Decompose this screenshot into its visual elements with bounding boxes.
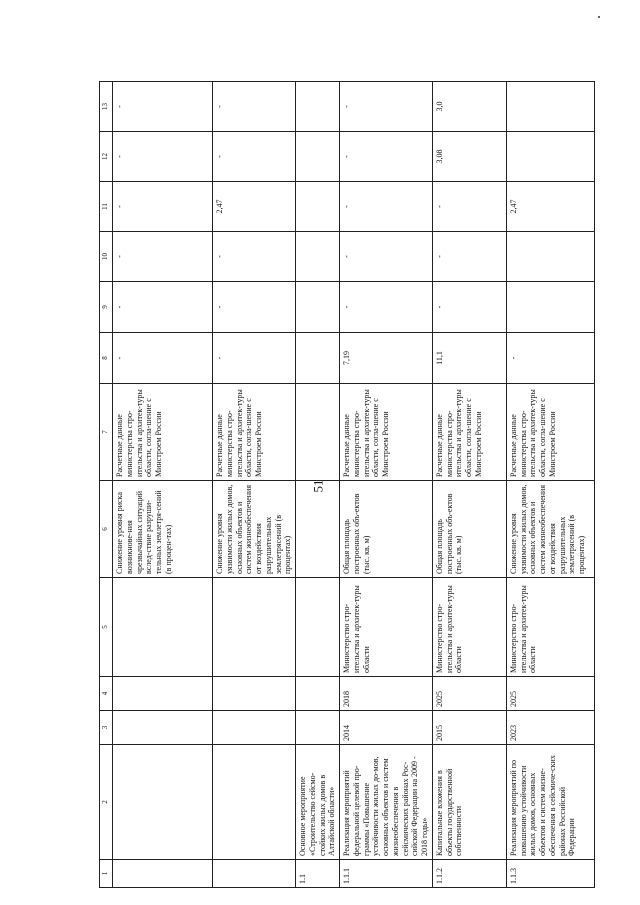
cell-indicator (296, 481, 340, 578)
cell-value (506, 232, 594, 282)
page-number: 51 (310, 479, 326, 493)
cell-value: - (432, 182, 506, 232)
column-number-row (100, 82, 113, 888)
col-header: 12 (100, 132, 113, 182)
cell-value: - (113, 132, 213, 182)
cell-source: Расчетные данные министерства стро-ительства и архитек-туры области, согла-шение с Минстроем России (340, 384, 433, 481)
cell-value: - (340, 282, 433, 333)
cell-indicator: Снижение уровня уязвимости жилых домов, основных объектов и систем жизнеобеспечения от воздействия разрушительных землетрясений (в процентах) (213, 481, 296, 578)
col-header: 7 (100, 384, 113, 481)
col-header: 11 (100, 182, 113, 232)
cell-indicator: Снижение уровня риска возникнове-ния чрезвычайных ситуаций вслед-ствие разруши-тельных землетря-сений (в процен-тах) (113, 481, 213, 578)
cell-responsible (113, 578, 213, 677)
cell-value: - (432, 282, 506, 333)
cell-value (296, 182, 340, 232)
cell-end-year (113, 677, 213, 711)
table-viewport (99, 82, 586, 888)
cell-responsible: Министерство стро-ительства и архитек-туры области (432, 578, 506, 677)
cell-value (506, 132, 594, 182)
cell-indicator: Общая площадь построенных объ-ектов (тыс. кв. м) (340, 481, 433, 578)
cell-value (296, 282, 340, 333)
cell-value: - (432, 232, 506, 282)
cell-value: - (340, 232, 433, 282)
col-header: 4 (100, 677, 113, 711)
cell-value: - (213, 82, 296, 132)
cell-start-year (113, 711, 213, 745)
col-header: 5 (100, 578, 113, 677)
cell-source (296, 384, 340, 481)
col-header: 10 (100, 232, 113, 282)
cell-value (296, 132, 340, 182)
cell-responsible: Министерство стро-ительства и архитек-туры области (506, 578, 594, 677)
table-row (432, 82, 506, 888)
cell-number (213, 860, 296, 888)
cell-value: - (340, 132, 433, 182)
cell-indicator: Общая площадь построенных объ-ектов (тыс. кв. м) (432, 481, 506, 578)
cell-value: 2,47 (213, 182, 296, 232)
program-measures-table (99, 81, 595, 888)
cell-responsible (296, 578, 340, 677)
cell-end-year: 2025 (432, 677, 506, 711)
col-header: 6 (100, 481, 113, 578)
cell-measure (113, 745, 213, 860)
table-row (506, 82, 594, 888)
scan-speck (598, 16, 600, 18)
cell-value: 11,1 (432, 333, 506, 384)
cell-value (296, 232, 340, 282)
cell-source: Расчетные данные министерства стро-ительства и архитек-туры области, согла-шение с Минстроем России (213, 384, 296, 481)
cell-number: 1.1 (296, 860, 340, 888)
cell-responsible (213, 578, 296, 677)
cell-value: 2,47 (506, 182, 594, 232)
cell-value: 3,0 (432, 82, 506, 132)
cell-value: - (213, 232, 296, 282)
cell-number: 1.1.2 (432, 860, 506, 888)
cell-start-year (213, 711, 296, 745)
cell-value (296, 333, 340, 384)
cell-source: Расчетные данные министерства стро-ительства и архитек-туры области, согла-шение с Минстроем России (113, 384, 213, 481)
cell-measure: Основное мероприятие «Строительство сейсмо-стойких жилых домов в Алтайской области» (296, 745, 340, 860)
cell-value: - (340, 182, 433, 232)
cell-value: - (340, 82, 433, 132)
cell-number: 1.1.1 (340, 860, 433, 888)
cell-responsible: Министерство стро-ительства и архитек-туры области (340, 578, 433, 677)
cell-start-year: 2014 (340, 711, 433, 745)
cell-source: Расчетные данные министерства стро-ительства и архитек-туры области, согла-шение с Минстроем России (506, 384, 594, 481)
cell-measure (213, 745, 296, 860)
cell-value: 7,19 (340, 333, 433, 384)
cell-start-year: 2015 (432, 711, 506, 745)
table-row (113, 82, 213, 888)
col-header: 2 (100, 745, 113, 860)
table-row (213, 82, 296, 888)
cell-start-year: 2023 (506, 711, 594, 745)
cell-value: - (506, 333, 594, 384)
col-header: 3 (100, 711, 113, 745)
cell-value: - (113, 82, 213, 132)
cell-end-year: 2025 (506, 677, 594, 711)
cell-measure: Капитальные вложения в объекты государственной собственности (432, 745, 506, 860)
cell-measure: Реализация мероприятий федеральной целевой про-граммы «Повышение устойчивости жилых до-мов, основных объектов и систем жизнеобеспечения в сейсмических районах Рос-сийской Федерации на 2009 - 2018 годы» (340, 745, 433, 860)
cell-number: 1.1.3 (506, 860, 594, 888)
cell-source: Расчетные данные министерства стро-ительства и архитек-туры области, согла-шение с Минстроем России (432, 384, 506, 481)
cell-value (506, 282, 594, 333)
cell-end-year (296, 677, 340, 711)
cell-value: - (213, 282, 296, 333)
cell-indicator: Снижение уровня уязвимости жилых домов, основных объектов и систем жизнеобеспечения от воздействия разрушительных землетрясений (в процентах) (506, 481, 594, 578)
col-header: 1 (100, 860, 113, 888)
cell-value: - (113, 232, 213, 282)
table-row (340, 82, 433, 888)
col-header: 9 (100, 282, 113, 333)
cell-start-year (296, 711, 340, 745)
cell-value (296, 82, 340, 132)
cell-number (113, 860, 213, 888)
cell-value: 3,08 (432, 132, 506, 182)
col-header: 13 (100, 82, 113, 132)
table-row (296, 82, 340, 888)
cell-end-year: 2018 (340, 677, 433, 711)
cell-value: - (213, 132, 296, 182)
cell-value (506, 82, 594, 132)
cell-measure: Реализация мероприятий по повышению устойчивости жилых домов, основных объектов и систем жизне-обеспечения в сейсмиче-ских районах Российской Федерации (506, 745, 594, 860)
col-header: 8 (100, 333, 113, 384)
cell-end-year (213, 677, 296, 711)
cell-value: - (113, 282, 213, 333)
rotated-table-container (99, 82, 586, 888)
cell-value: - (213, 333, 296, 384)
cell-value: - (113, 182, 213, 232)
cell-value: - (113, 333, 213, 384)
